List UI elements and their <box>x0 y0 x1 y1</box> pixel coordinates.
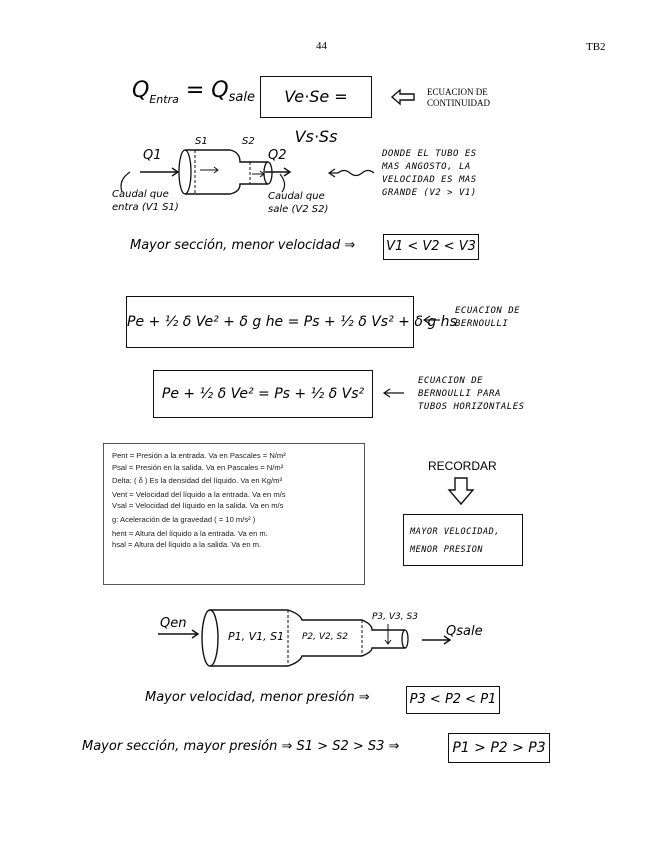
page-number: 44 <box>316 40 327 52</box>
s2-label: S2 <box>242 136 255 147</box>
legend-line: hent = Altura del líquido a la entrada. Va en m. <box>112 528 268 538</box>
s1-label: S1 <box>195 136 208 147</box>
recordar-title: RECORDAR <box>428 459 497 473</box>
velocity-order-box: V1 < V2 < V3 <box>383 234 479 260</box>
legend-line: Vsal = Velocidad del líquido en la salida. Va en m/s <box>112 501 284 511</box>
q2-label: Q2 <box>268 148 287 163</box>
section-pressure-text: Mayor sección, mayor presión ⇒ S1 > S2 > S3 ⇒ <box>82 739 400 754</box>
legend-line: Delta: ( δ ) Es la densidad del líquido. Va en Kg/m³ <box>112 476 282 486</box>
q-en-label: Qen <box>160 616 187 631</box>
bernoulli-label: ECUACION DE BERNOULLI <box>455 306 521 329</box>
hollow-arrow-down-icon <box>447 476 475 506</box>
section-3-label: P3, V3, S3 <box>372 612 418 622</box>
variables-legend <box>103 443 365 585</box>
caudal-equation: $Q_{Entra}$ = Qsale <box>132 78 255 106</box>
bernoulli-horizontal-label: ECUACION DE BERNOULLI PARA TUBOS HORIZONTALES <box>418 376 525 412</box>
arrow-left-icon <box>382 388 406 398</box>
caudal-entra-label: Caudal que entra (V1 S1) <box>112 189 179 213</box>
section-1-label: P1, V1, S1 <box>228 630 285 643</box>
legend-line: Vent = Velocidad del líquido a la entrada. Va en m/s <box>112 489 286 499</box>
q1-label: Q1 <box>143 148 162 163</box>
legend-line: g: Aceleración de la gravedad ( = 10 m/s² ) <box>112 514 256 524</box>
pressure-order-box: P3 < P2 < P1 <box>406 686 500 714</box>
q-sale-label: Qsale <box>446 624 483 639</box>
hollow-arrow-left-icon <box>390 88 416 106</box>
section-2-label: P2, V2, S2 <box>302 632 348 642</box>
bernoulli-formula-box: Pe + ½ δ Ve² + δ g he = Ps + ½ δ Vs² + δ g hs <box>126 296 414 348</box>
recordar-box: MAYOR VELOCIDAD, MENOR PRESION <box>403 514 523 566</box>
bernoulli-horizontal-box: Pe + ½ δ Ve² = Ps + ½ δ Vs² <box>153 370 373 418</box>
narrow-tube-note: DONDE EL TUBO ES MAS ANGOSTO, LA VELOCIDAD ES MAS GRANDE (V2 > V1) <box>382 149 477 198</box>
continuity-formula-box: Ve·Se = Vs·Ss <box>260 76 372 118</box>
velocity-pressure-text: Mayor velocidad, menor presión ⇒ <box>145 690 370 705</box>
legend-line: hsal = Altura del líquido a la salida. Va en m. <box>112 540 262 550</box>
continuity-label: ECUACION DE CONTINUIDAD <box>427 87 490 108</box>
legend-line: Psal = Presión en la salida. Va en Pascales = N/m² <box>112 462 284 472</box>
pressure-section-box: P1 > P2 > P3 <box>448 733 550 763</box>
legend-line: Pent = Presión a la entrada. Va en Pascales = N/m² <box>112 451 286 460</box>
page-code: TB2 <box>586 41 606 53</box>
section-velocity-text: Mayor sección, menor velocidad ⇒ <box>130 238 356 253</box>
caudal-sale-label: Caudal que sale (V2 S2) <box>268 191 329 215</box>
arrow-left-icon <box>422 315 442 325</box>
wavy-arrow-left-icon <box>326 166 376 180</box>
